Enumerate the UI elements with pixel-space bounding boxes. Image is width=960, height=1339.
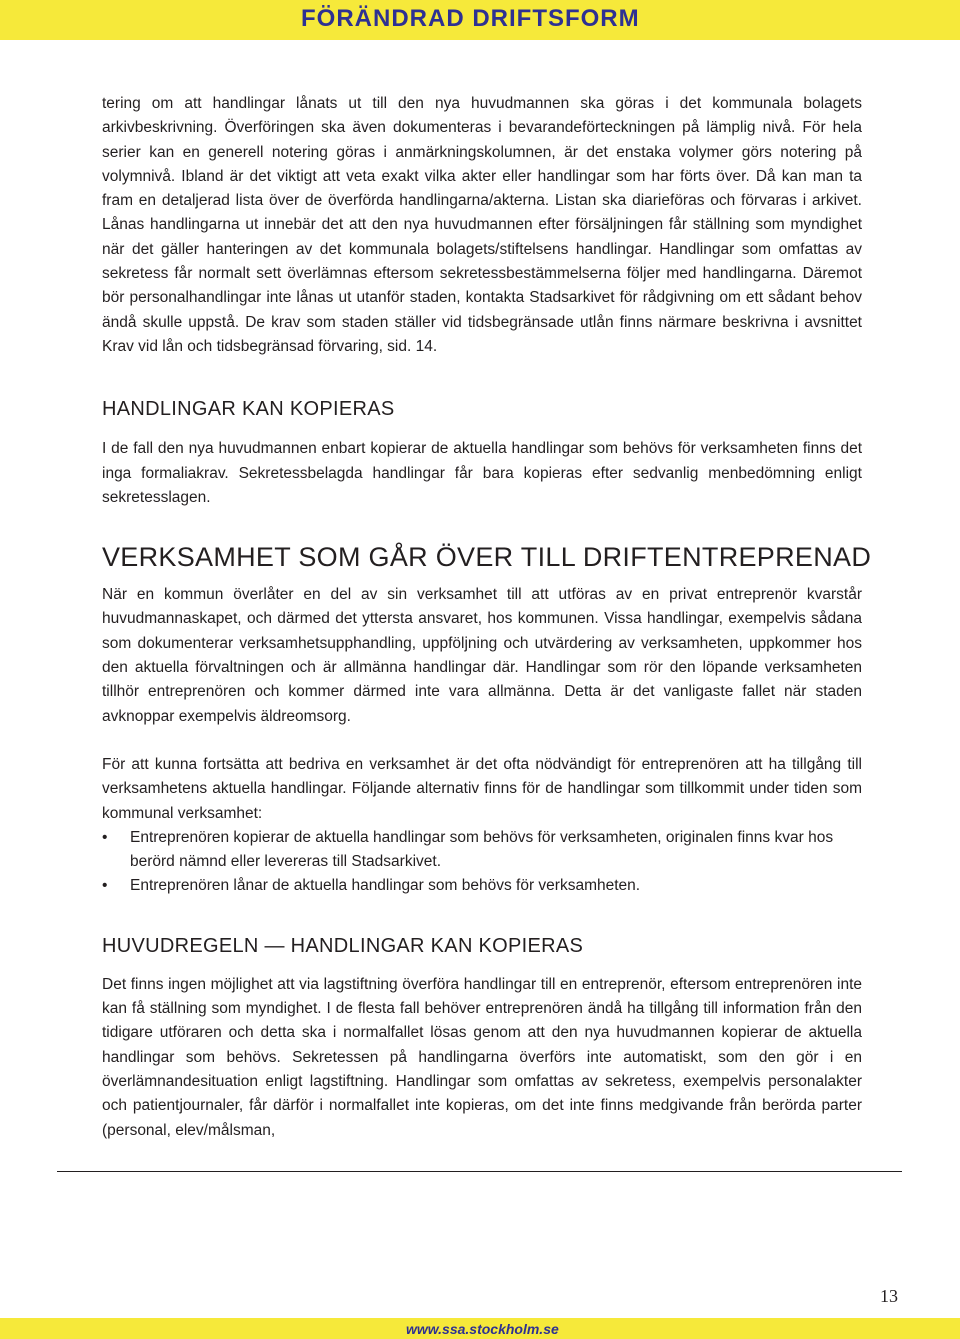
section-heading-copy: HANDLINGAR KAN KOPIERAS bbox=[102, 398, 395, 421]
list-item-text: Entreprenören kopierar de aktuella handlingar som behövs för verksamheten, originalen finns kvar hos berörd nämnd eller levereras till Stadsarkivet. bbox=[130, 828, 834, 871]
chapter-title: FÖRÄNDRAD DRIFTSFORM bbox=[301, 5, 640, 32]
list-item-text: Entreprenören lånar de aktuella handlingar som behövs för verksamheten. bbox=[130, 877, 641, 895]
list-item bbox=[102, 826, 862, 875]
page-content bbox=[102, 92, 872, 1143]
section-paragraph-entreprenad-1: När en kommun överlåter en del av sin verksamhet till att utföras av en privat entreprenör kvarstår huvudmannaskapet, och därmed det yttersta ansvaret, hos kommunen. Vissa handlingar, exempelvis sådana som dokumenterar verksamhetsupphandling, uppföljning och utvärdering av verksamheten, uppkommer hos den aktuella förvaltningen och är allmänna handlingar där. Handlingar som rör den löpande verksamheten tillhör entreprenören och kommer därmed inte vara allmänna. Detta är det vanligaste fallet när staden avknoppar exempelvis äldreomsorg. bbox=[102, 586, 862, 725]
section-paragraph-entreprenad-2: För att kunna fortsätta att bedriva en verksamhet är det ofta nödvändigt för entreprenören att ha tillgång till verksamhetens aktuella handlingar. Följande alternativ finns för de handlingar som tillkommit under tiden som kommunal verksamhet: bbox=[102, 755, 862, 822]
section-heading-entreprenad: VERKSAMHET SOM GÅR ÖVER TILL DRIFTENTREPRENAD bbox=[102, 542, 872, 573]
bullet-icon: • bbox=[102, 877, 108, 895]
section-paragraph-copy: I de fall den nya huvudmannen enbart kopierar de aktuella handlingar som behövs för verksamheten finns det inga formaliakrav. Sekretessbelagda handlingar får bara kopieras efter sedvanlig menbedömning enligt sekretesslagen. bbox=[102, 440, 862, 506]
section-paragraph-huvudregeln: Det finns ingen möjlighet att via lagstiftning överföra handlingar till en entreprenör, eftersom entreprenören inte kan få ställning som myndighet. I de flesta fall behöver entreprenören ändå ha tillgång till information från den tidigare utföraren och detta ska i normalfallet lösas genom att den nya huvudmannen kopierar de aktuella handlingar som behövs. Sekretessen på handlingarna överförs inte automatiskt, som den gör i en överlämnandesituation enligt lagstiftning. Handlingar som omfattas av sekretess, exempelvis personalakter och patientjournaler, får därför i normalfallet inte kopieras, om det inte finns medgivande från berörda parter (personal, elev/målsman, bbox=[102, 975, 862, 1139]
footer-divider bbox=[57, 1171, 902, 1172]
alternatives-list bbox=[102, 826, 862, 899]
footer-url: www.ssa.stockholm.se bbox=[406, 1321, 559, 1337]
page-number: 13 bbox=[880, 1286, 898, 1306]
bullet-icon: • bbox=[102, 828, 108, 846]
intro-paragraph: tering om att handlingar lånats ut till den nya huvudmannen ska göras i det kommunala bolagets arkivbeskrivning. Överföringen ska även dokumenteras i bevarandeförteckningen på lämplig nivå. För hela serier kan en generell notering göras i anmärkningskolumnen, är det enstaka volymer görs notering på volymnivå. Ibland är det viktigt att veta exakt vilka akter eller handlingar som har förts över. Då kan man ta fram en detaljerad lista över de överförda handlingarna/akterna. Listan ska diarieföras och förvaras i arkivet. Lånas handlingarna ut innebär det att den nya huvudmannen efter försäljningen får ställning som myndighet när det gäller hanteringen av det kommunala bolagets/stiftelsens handlingar. Handlingar som omfattas av sekretess får normalt sett överlämnas eftersom sekretessbestämmelserna följer med handlingarna. Däremot bör personalhandlingar inte lånas ut utanför staden, kontakta Stadsarkivet för rådgivning om ett sådant behov ändå skulle uppstå. De krav som staden ställer vid tidsbegränsade utlån finns närmare beskrivna i avsnittet Krav vid lån och tidsbegränsad förvaring, sid. 14. bbox=[102, 95, 862, 355]
section-heading-huvudregeln: HUVUDREGELN — HANDLINGAR KAN KOPIERAS bbox=[102, 934, 584, 957]
list-item bbox=[102, 874, 862, 898]
